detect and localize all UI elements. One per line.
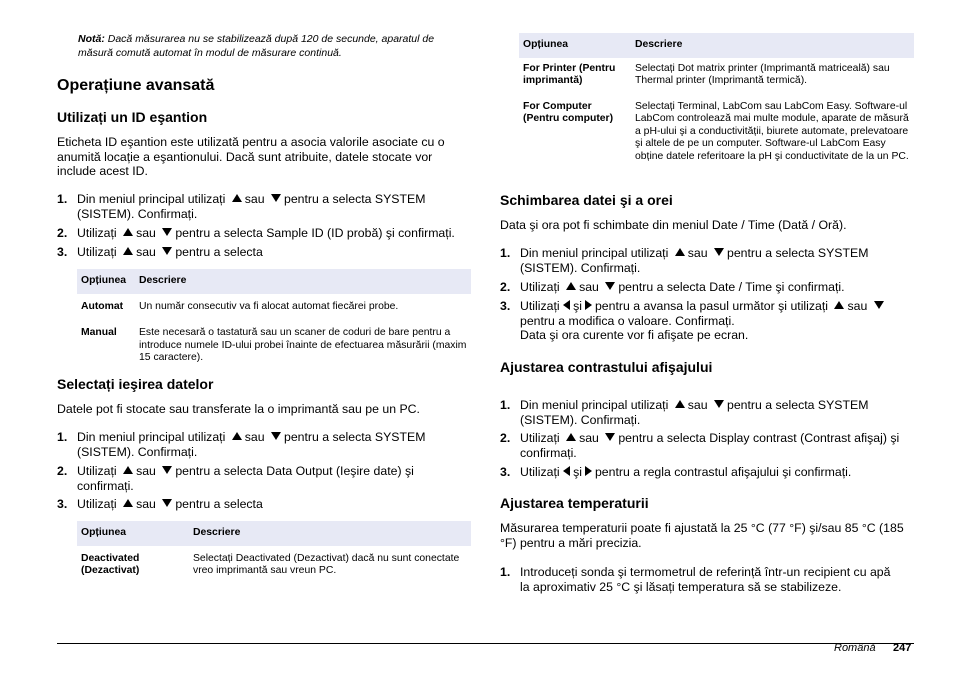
arrow-up-icon <box>123 228 133 236</box>
table-header: Opțiunea <box>519 33 631 58</box>
output-options-table <box>519 33 914 168</box>
arrow-down-icon <box>271 194 281 202</box>
sample-id-step-1: 1. Din meniul principal utilizați sau pentru a selecta SYSTEM (SISTEM). Confirmați. <box>57 192 426 221</box>
sample-id-table <box>77 269 471 370</box>
arrow-down-icon <box>874 301 884 309</box>
arrow-up-icon <box>834 301 844 309</box>
note-label: Notă: <box>78 33 105 45</box>
arrow-up-icon <box>232 432 242 440</box>
footer-divider <box>57 643 914 644</box>
arrow-down-icon <box>162 247 172 255</box>
table-row: Manual Este necesară o tastatură sau un scaner de coduri de bare pentru a introduce numele ID-ului probei înainte de efectuarea măsurării (maxim 15 caractere). <box>81 327 467 363</box>
page-number: 247 <box>893 642 912 654</box>
sample-id-step-2: 2. Utilizați sau pentru a selecta Sample ID (ID probă) şi confirmați. <box>57 226 455 240</box>
arrow-down-icon <box>162 228 172 236</box>
table-row: For Computer (Pentru computer) Selectați Terminal, LabCom sau LabCom Easy. Software-ul LabCom controlează mai multe module, aparate de măsură a pH-ului şi a conductivității, biurete automate, prelevatoare şi altele de pe un computer. Software-ul LabCom Easy obține datele referitoare la pH şi conductivitate de la un PC. <box>523 100 909 162</box>
datetime-heading: Schimbarea datei şi a orei <box>500 192 673 208</box>
table-row: Automat Un număr consecutiv va fi alocat automat fiecărei probe. <box>81 300 399 312</box>
arrow-down-icon <box>605 282 615 290</box>
data-output-step-3: 3. Utilizați sau pentru a selecta <box>57 497 263 511</box>
arrow-left-icon <box>563 466 570 476</box>
contrast-step-2: 2. Utilizați sau pentru a selecta Display contrast (Contrast afişaj) şi confirmați. <box>500 431 900 460</box>
temperature-step-1: 1. Introduceți sonda şi termometrul de referință într-un recipient cu apă la aproximativ 25 °C şi lăsați temperatura să se stabilizeze. <box>500 565 891 594</box>
arrow-up-icon <box>566 282 576 290</box>
arrow-up-icon <box>675 400 685 408</box>
datetime-step-1: 1. Din meniul principal utilizați sau pentru a selecta SYSTEM (SISTEM). Confirmați. <box>500 246 869 275</box>
temperature-para: Măsurarea temperaturii poate fi ajustată la 25 °C (77 °F) şi/sau 85 °C (185 °F) pentru a mări precizia. <box>500 521 904 550</box>
arrow-down-icon <box>271 432 281 440</box>
arrow-right-icon <box>585 300 592 310</box>
datetime-step-2: 2. Utilizați sau pentru a selecta Date / Time şi confirmați. <box>500 280 845 294</box>
arrow-up-icon <box>675 248 685 256</box>
footer-language: Română <box>834 642 876 654</box>
arrow-down-icon <box>162 499 172 507</box>
table-header: Descriere <box>631 33 914 58</box>
arrow-up-icon <box>566 433 576 441</box>
contrast-heading: Ajustarea contrastului afişajului <box>500 359 713 375</box>
data-output-table <box>77 521 471 583</box>
sample-id-heading: Utilizați un ID eşantion <box>57 109 208 125</box>
sample-id-step-3: 3. Utilizați sau pentru a selecta <box>57 245 263 259</box>
arrow-left-icon <box>563 300 570 310</box>
data-output-para: Datele pot fi stocate sau transferate la o imprimantă sau pe un PC. <box>57 402 420 416</box>
temperature-heading: Ajustarea temperaturii <box>500 495 649 511</box>
arrow-right-icon <box>585 466 592 476</box>
note <box>78 33 470 60</box>
sample-id-para: Eticheta ID eşantion este utilizată pentru a asocia valorile asociate cu o anumită locație a eşantionului. Dacă sunt atribuite, datele stocate vor include acest ID. <box>57 135 445 178</box>
arrow-up-icon <box>123 247 133 255</box>
table-row: For Printer (Pentru imprimantă) Selectați Dot matrix printer (Imprimantă matriceală) sau Thermal printer (Imprimantă termică). <box>523 62 890 86</box>
arrow-down-icon <box>162 466 172 474</box>
note-text: Dacă măsurarea nu se stabilizează după 120 de secunde, aparatul de măsură comută automat în modul de măsurare continuă. <box>78 33 435 59</box>
arrow-up-icon <box>123 466 133 474</box>
table-header: Descriere <box>189 521 471 546</box>
datetime-para: Data şi ora pot fi schimbate din meniul Date / Time (Dată / Oră). <box>500 218 847 232</box>
data-output-step-2: 2. Utilizați sau pentru a selecta Data Output (Ieşire date) şi confirmați. <box>57 464 414 493</box>
arrow-up-icon <box>232 194 242 202</box>
contrast-step-3: 3. Utilizați şi pentru a regla contrastul afişajului şi confirmați. <box>500 465 852 479</box>
table-header: Opțiunea <box>77 269 135 294</box>
table-row: Deactivated (Dezactivat) Selectați Deactivated (Dezactivat) dacă nu sunt conectate vreo imprimantă sau vreun PC. <box>81 552 460 576</box>
table-header: Descriere <box>135 269 471 294</box>
table-header: Opțiunea <box>77 521 189 546</box>
datetime-step-3: 3. Utilizați şi pentru a avansa la pasul următor şi utilizați sau pentru a modifica o valoare. Confirmați. Data şi ora curente vor fi afişate pe ecran. <box>500 299 914 345</box>
data-output-step-1: 1. Din meniul principal utilizați sau pentru a selecta SYSTEM (SISTEM). Confirmați. <box>57 430 426 459</box>
arrow-down-icon <box>714 248 724 256</box>
arrow-up-icon <box>123 499 133 507</box>
arrow-down-icon <box>605 433 615 441</box>
contrast-step-1: 1. Din meniul principal utilizați sau pentru a selecta SYSTEM (SISTEM). Confirmați. <box>500 398 869 427</box>
arrow-down-icon <box>714 400 724 408</box>
section-title: Operațiune avansată <box>57 77 215 94</box>
data-output-heading: Selectați ieşirea datelor <box>57 376 214 392</box>
